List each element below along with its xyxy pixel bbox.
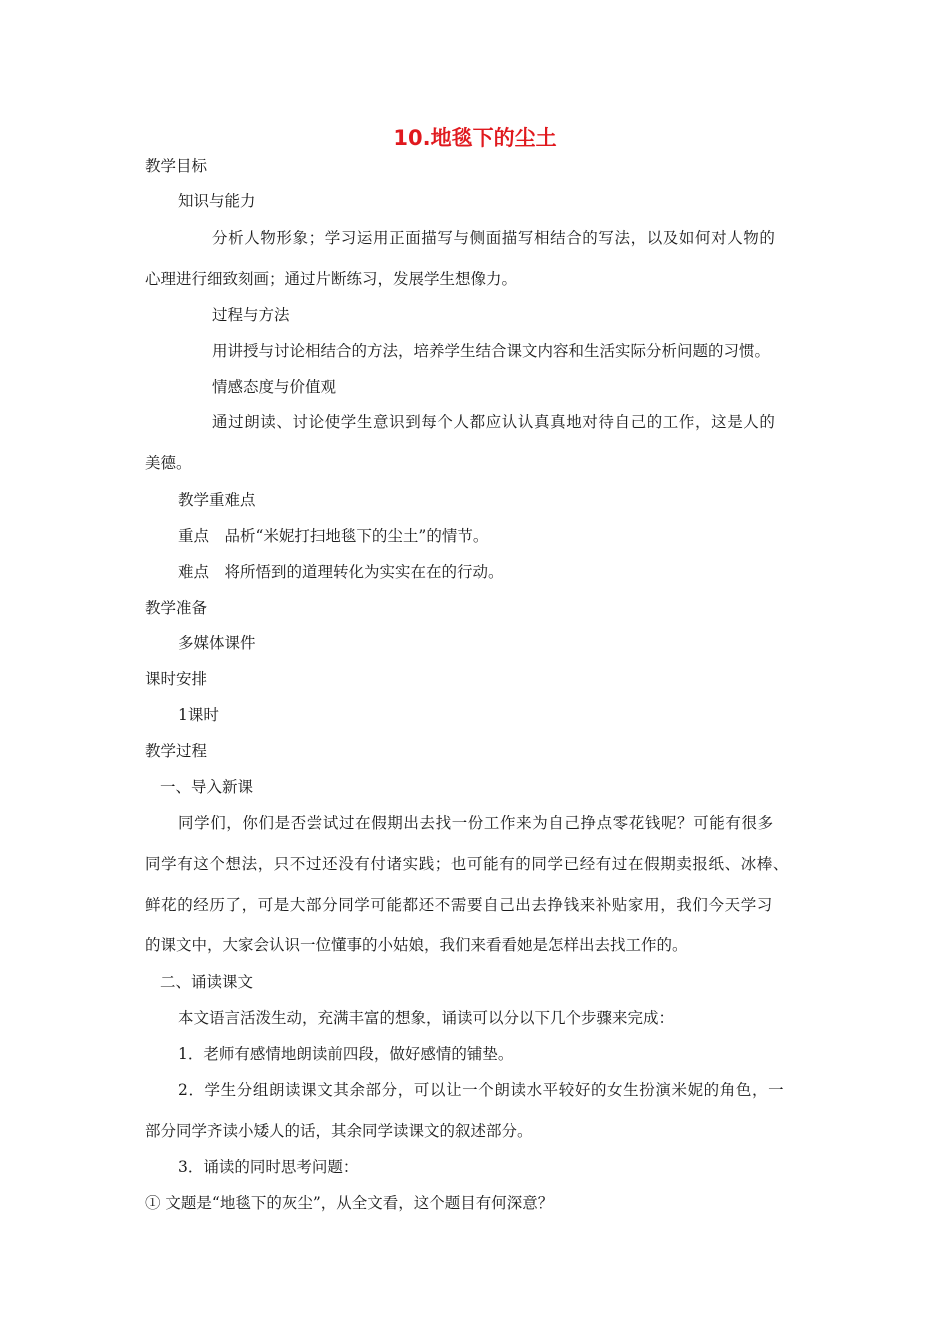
document-title: 10.地毯下的尘土 xyxy=(393,126,557,150)
heading-schedule: 课时安排 xyxy=(145,670,208,688)
heading-teaching-preparation: 教学准备 xyxy=(145,599,208,617)
subheading-process-method: 过程与方法 xyxy=(212,306,290,324)
subheading-key-difficult-points: 教学重难点 xyxy=(178,491,256,509)
paragraph-line: 心理进行细致刻画；通过片断练习，发展学生想像力。 xyxy=(145,270,518,288)
paragraph-line: 鲜花的经历了，可是大部分同学可能都还不需要自己出去挣钱来补贴家用，我们今天学习 xyxy=(145,896,773,914)
paragraph-line: 美德。 xyxy=(145,454,192,472)
paragraph-line: 同学们，你们是否尝试过在假期出去找一份工作来为自己挣点零花钱呢？可能有很多 xyxy=(178,814,774,832)
paragraph-line: 分析人物形象；学习运用正面描写与侧面描写相结合的写法，以及如何对人物的 xyxy=(212,229,776,247)
step-item: 2．学生分组朗读课文其余部分，可以让一个朗读水平较好的女生扮演米妮的角色，一 xyxy=(178,1081,785,1099)
step-item: 3．诵读的同时思考问题： xyxy=(178,1158,359,1176)
paragraph-line: 用讲授与讨论相结合的方法，培养学生结合课文内容和生活实际分析问题的习惯。 xyxy=(212,342,771,360)
question-item: ① 文题是“地毯下的灰尘”，从全文看，这个题目有何深意？ xyxy=(145,1194,554,1212)
section-heading-intro: 一、导入新课 xyxy=(160,778,254,796)
paragraph-line: 通过朗读、讨论使学生意识到每个人都应认认真真地对待自己的工作，这是人的 xyxy=(212,413,776,431)
subheading-knowledge-ability: 知识与能力 xyxy=(178,192,256,210)
paragraph-line: 本文语言活泼生动，充满丰富的想象，诵读可以分以下几个步骤来完成： xyxy=(178,1009,675,1027)
paragraph-line: 部分同学齐读小矮人的话，其余同学读课文的叙述部分。 xyxy=(145,1122,533,1140)
subheading-emotion-values: 情感态度与价值观 xyxy=(212,378,337,396)
difficult-point-line: 难点 将所悟到的道理转化为实实在在的行动。 xyxy=(178,563,504,581)
preparation-item: 多媒体课件 xyxy=(178,634,256,652)
paragraph-line: 的课文中，大家会认识一位懂事的小姑娘，我们来看看她是怎样出去找工作的。 xyxy=(145,936,688,954)
schedule-item: 1课时 xyxy=(178,706,219,724)
paragraph-line: 同学有这个想法，只不过还没有付诸实践；也可能有的同学已经有过在假期卖报纸、冰棒、 xyxy=(145,855,790,873)
step-item: 1．老师有感情地朗读前四段，做好感情的铺垫。 xyxy=(178,1045,514,1063)
heading-teaching-process: 教学过程 xyxy=(145,742,208,760)
section-heading-recitation: 二、诵读课文 xyxy=(160,973,254,991)
key-point-line: 重点 品析“米妮打扫地毯下的尘土”的情节。 xyxy=(178,527,489,545)
heading-teaching-goals: 教学目标 xyxy=(145,157,208,175)
